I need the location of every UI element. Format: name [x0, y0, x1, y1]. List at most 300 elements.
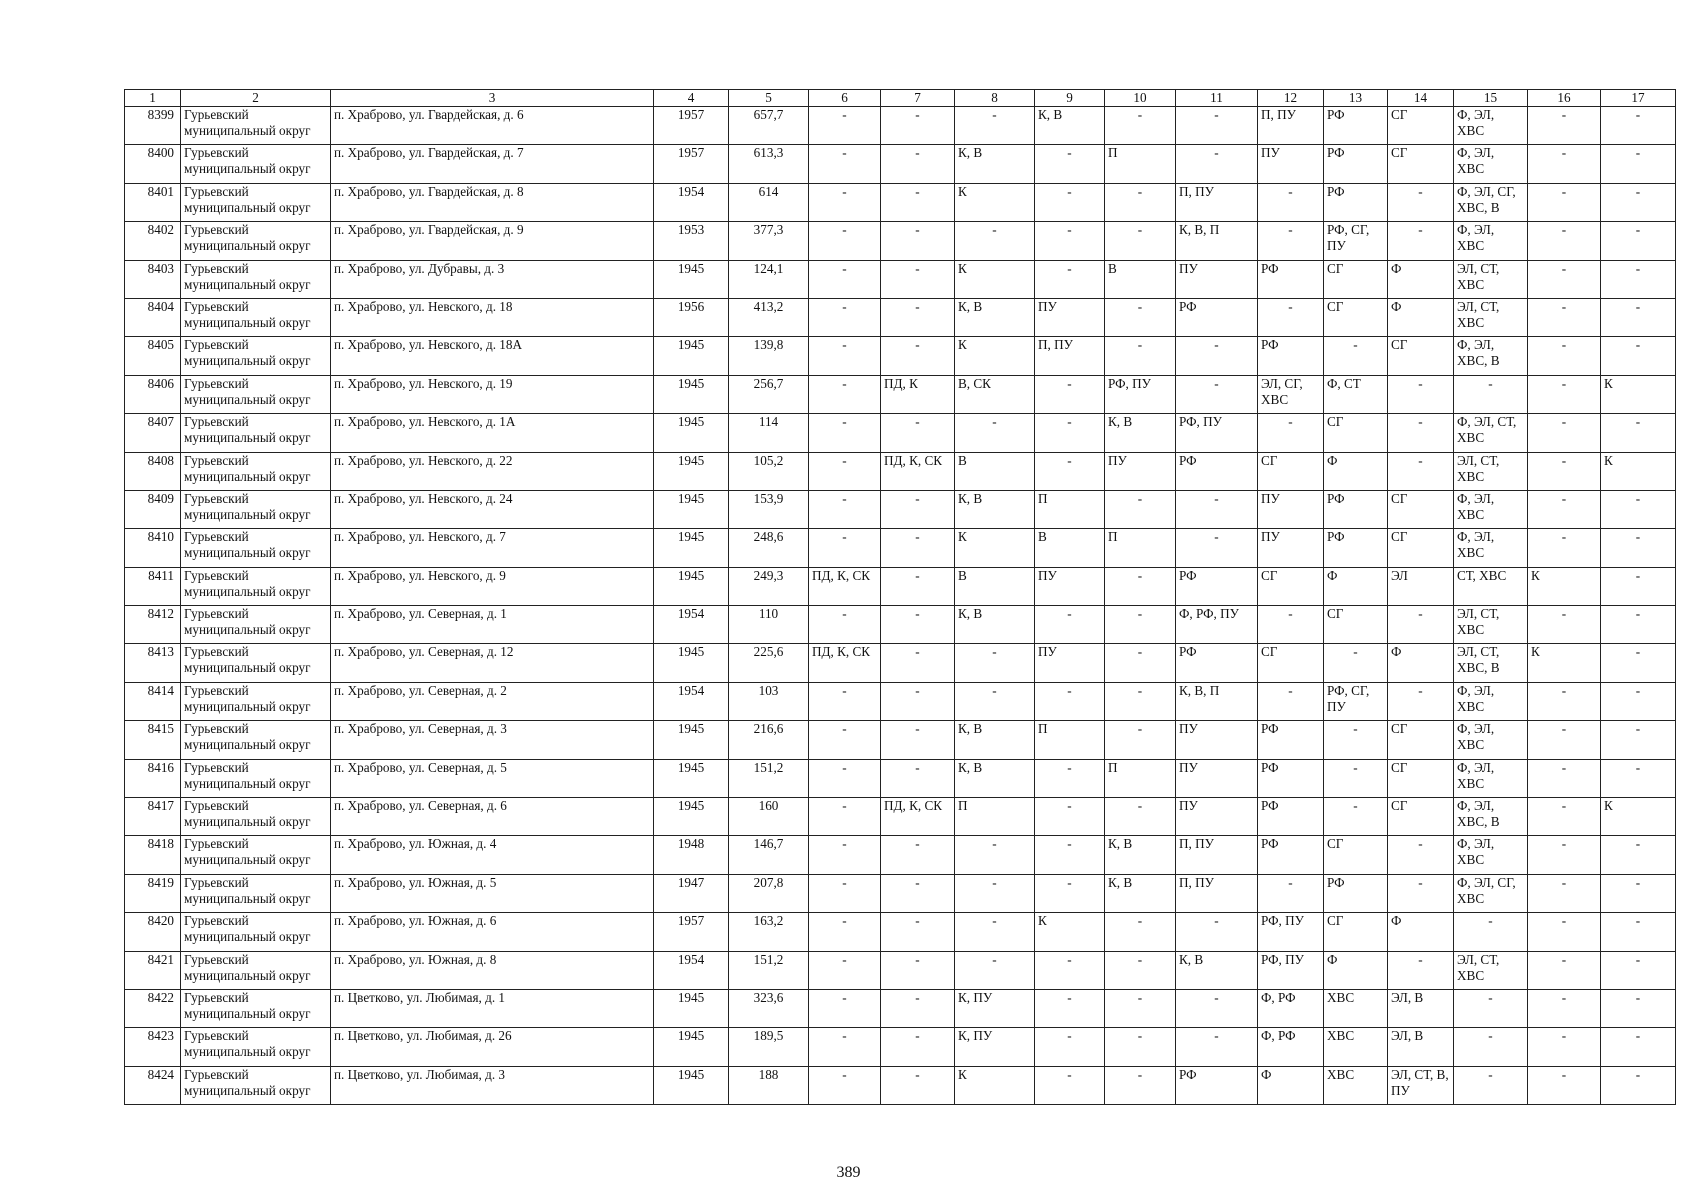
- cell-col-1: 8406: [125, 375, 181, 413]
- cell-col-1: 8420: [125, 913, 181, 951]
- cell-col-9: -: [1035, 260, 1105, 298]
- cell-col-4: 1954: [654, 183, 729, 221]
- column-header-6: 6: [809, 90, 881, 107]
- cell-col-13: РФ, СГ, ПУ: [1324, 682, 1388, 720]
- cell-col-7: -: [881, 107, 955, 145]
- cell-col-3: п. Храброво, ул. Невского, д. 18: [331, 298, 654, 336]
- cell-col-17: -: [1601, 721, 1676, 759]
- cell-col-2: Гурьевский муниципальный округ: [181, 260, 331, 298]
- column-header-4: 4: [654, 90, 729, 107]
- cell-col-16: -: [1528, 989, 1601, 1027]
- cell-col-9: -: [1035, 798, 1105, 836]
- cell-col-1: 8418: [125, 836, 181, 874]
- cell-col-10: П: [1105, 145, 1176, 183]
- cell-col-17: -: [1601, 107, 1676, 145]
- cell-col-15: Ф, ЭЛ, ХВС: [1454, 721, 1528, 759]
- cell-col-11: К, В: [1176, 951, 1258, 989]
- cell-col-3: п. Храброво, ул. Невского, д. 22: [331, 452, 654, 490]
- cell-col-11: ПУ: [1176, 759, 1258, 797]
- cell-col-16: -: [1528, 759, 1601, 797]
- cell-col-9: -: [1035, 606, 1105, 644]
- cell-col-3: п. Храброво, ул. Дубравы, д. 3: [331, 260, 654, 298]
- cell-col-4: 1947: [654, 874, 729, 912]
- cell-col-14: -: [1388, 836, 1454, 874]
- cell-col-2: Гурьевский муниципальный округ: [181, 989, 331, 1027]
- cell-col-12: П, ПУ: [1258, 107, 1324, 145]
- cell-col-12: РФ: [1258, 260, 1324, 298]
- cell-col-12: СГ: [1258, 452, 1324, 490]
- cell-col-3: п. Храброво, ул. Невского, д. 24: [331, 490, 654, 528]
- cell-col-17: К: [1601, 452, 1676, 490]
- cell-col-9: П: [1035, 490, 1105, 528]
- cell-col-16: -: [1528, 798, 1601, 836]
- cell-col-3: п. Храброво, ул. Гвардейская, д. 9: [331, 222, 654, 260]
- cell-col-1: 8419: [125, 874, 181, 912]
- cell-col-4: 1945: [654, 490, 729, 528]
- cell-col-16: -: [1528, 951, 1601, 989]
- cell-col-9: -: [1035, 222, 1105, 260]
- cell-col-2: Гурьевский муниципальный округ: [181, 414, 331, 452]
- cell-col-8: К: [955, 529, 1035, 567]
- cell-col-8: -: [955, 644, 1035, 682]
- cell-col-3: п. Храброво, ул. Южная, д. 4: [331, 836, 654, 874]
- table-row: [125, 260, 1676, 298]
- table-row: [125, 222, 1676, 260]
- cell-col-7: -: [881, 1066, 955, 1104]
- cell-col-12: Ф, РФ: [1258, 989, 1324, 1027]
- cell-col-16: -: [1528, 606, 1601, 644]
- cell-col-16: К: [1528, 567, 1601, 605]
- cell-col-11: -: [1176, 913, 1258, 951]
- table-row: [125, 913, 1676, 951]
- cell-col-11: ПУ: [1176, 260, 1258, 298]
- cell-col-15: Ф, ЭЛ, ХВС, В: [1454, 337, 1528, 375]
- table-row: [125, 375, 1676, 413]
- column-header-11: 11: [1176, 90, 1258, 107]
- column-header-8: 8: [955, 90, 1035, 107]
- cell-col-16: -: [1528, 107, 1601, 145]
- cell-col-12: РФ, ПУ: [1258, 913, 1324, 951]
- cell-col-14: СГ: [1388, 107, 1454, 145]
- header-row: [125, 90, 1676, 107]
- cell-col-15: Ф, ЭЛ, ХВС, В: [1454, 798, 1528, 836]
- cell-col-15: -: [1454, 913, 1528, 951]
- cell-col-15: -: [1454, 1028, 1528, 1066]
- cell-col-17: -: [1601, 1028, 1676, 1066]
- cell-col-9: -: [1035, 874, 1105, 912]
- table-row: [125, 298, 1676, 336]
- cell-col-2: Гурьевский муниципальный округ: [181, 298, 331, 336]
- cell-col-13: РФ: [1324, 183, 1388, 221]
- cell-col-8: К: [955, 337, 1035, 375]
- cell-col-7: ПД, К, СК: [881, 798, 955, 836]
- cell-col-8: К, В: [955, 759, 1035, 797]
- cell-col-8: К: [955, 260, 1035, 298]
- cell-col-10: -: [1105, 1028, 1176, 1066]
- cell-col-2: Гурьевский муниципальный округ: [181, 490, 331, 528]
- cell-col-14: -: [1388, 452, 1454, 490]
- table-row: [125, 145, 1676, 183]
- cell-col-11: -: [1176, 145, 1258, 183]
- column-header-13: 13: [1324, 90, 1388, 107]
- cell-col-3: п. Храброво, ул. Южная, д. 8: [331, 951, 654, 989]
- cell-col-6: -: [809, 298, 881, 336]
- cell-col-10: -: [1105, 951, 1176, 989]
- cell-col-5: 189,5: [729, 1028, 809, 1066]
- cell-col-14: -: [1388, 222, 1454, 260]
- cell-col-4: 1956: [654, 298, 729, 336]
- cell-col-11: П, ПУ: [1176, 183, 1258, 221]
- cell-col-7: -: [881, 414, 955, 452]
- cell-col-16: -: [1528, 721, 1601, 759]
- cell-col-5: 614: [729, 183, 809, 221]
- cell-col-6: ПД, К, СК: [809, 644, 881, 682]
- cell-col-11: ПУ: [1176, 721, 1258, 759]
- cell-col-2: Гурьевский муниципальный округ: [181, 567, 331, 605]
- cell-col-7: -: [881, 337, 955, 375]
- cell-col-8: -: [955, 913, 1035, 951]
- cell-col-7: -: [881, 222, 955, 260]
- column-header-9: 9: [1035, 90, 1105, 107]
- cell-col-16: -: [1528, 913, 1601, 951]
- cell-col-4: 1945: [654, 375, 729, 413]
- cell-col-1: 8404: [125, 298, 181, 336]
- cell-col-3: п. Храброво, ул. Гвардейская, д. 6: [331, 107, 654, 145]
- cell-col-12: ПУ: [1258, 490, 1324, 528]
- cell-col-5: 377,3: [729, 222, 809, 260]
- cell-col-10: -: [1105, 490, 1176, 528]
- cell-col-7: -: [881, 298, 955, 336]
- cell-col-6: -: [809, 874, 881, 912]
- cell-col-10: К, В: [1105, 414, 1176, 452]
- cell-col-8: К, ПУ: [955, 1028, 1035, 1066]
- cell-col-6: -: [809, 260, 881, 298]
- cell-col-10: ПУ: [1105, 452, 1176, 490]
- cell-col-13: СГ: [1324, 298, 1388, 336]
- cell-col-8: -: [955, 951, 1035, 989]
- cell-col-11: РФ: [1176, 567, 1258, 605]
- cell-col-8: К, В: [955, 721, 1035, 759]
- cell-col-13: РФ: [1324, 490, 1388, 528]
- cell-col-1: 8413: [125, 644, 181, 682]
- cell-col-7: -: [881, 606, 955, 644]
- cell-col-6: -: [809, 606, 881, 644]
- cell-col-10: -: [1105, 682, 1176, 720]
- cell-col-2: Гурьевский муниципальный округ: [181, 798, 331, 836]
- cell-col-9: -: [1035, 951, 1105, 989]
- cell-col-3: п. Храброво, ул. Гвардейская, д. 8: [331, 183, 654, 221]
- cell-col-5: 248,6: [729, 529, 809, 567]
- cell-col-9: ПУ: [1035, 567, 1105, 605]
- cell-col-7: -: [881, 183, 955, 221]
- cell-col-3: п. Цветково, ул. Любимая, д. 1: [331, 989, 654, 1027]
- cell-col-2: Гурьевский муниципальный округ: [181, 606, 331, 644]
- cell-col-17: К: [1601, 375, 1676, 413]
- cell-col-4: 1945: [654, 1066, 729, 1104]
- cell-col-7: -: [881, 644, 955, 682]
- cell-col-11: -: [1176, 1028, 1258, 1066]
- cell-col-3: п. Храброво, ул. Невского, д. 18А: [331, 337, 654, 375]
- cell-col-17: -: [1601, 1066, 1676, 1104]
- cell-col-15: ЭЛ, СТ, ХВС, В: [1454, 644, 1528, 682]
- cell-col-3: п. Храброво, ул. Северная, д. 1: [331, 606, 654, 644]
- cell-col-16: -: [1528, 682, 1601, 720]
- cell-col-5: 146,7: [729, 836, 809, 874]
- cell-col-10: К, В: [1105, 836, 1176, 874]
- cell-col-11: П, ПУ: [1176, 874, 1258, 912]
- cell-col-4: 1945: [654, 1028, 729, 1066]
- cell-col-17: -: [1601, 682, 1676, 720]
- cell-col-5: 657,7: [729, 107, 809, 145]
- cell-col-14: СГ: [1388, 337, 1454, 375]
- cell-col-17: К: [1601, 798, 1676, 836]
- cell-col-15: СТ, ХВС: [1454, 567, 1528, 605]
- table-row: [125, 721, 1676, 759]
- cell-col-13: -: [1324, 644, 1388, 682]
- cell-col-6: -: [809, 414, 881, 452]
- cell-col-10: П: [1105, 759, 1176, 797]
- cell-col-16: -: [1528, 414, 1601, 452]
- cell-col-7: -: [881, 490, 955, 528]
- cell-col-4: 1945: [654, 452, 729, 490]
- cell-col-9: -: [1035, 682, 1105, 720]
- cell-col-1: 8421: [125, 951, 181, 989]
- table-row: [125, 337, 1676, 375]
- column-header-1: 1: [125, 90, 181, 107]
- cell-col-2: Гурьевский муниципальный округ: [181, 529, 331, 567]
- cell-col-16: -: [1528, 145, 1601, 183]
- cell-col-5: 413,2: [729, 298, 809, 336]
- cell-col-9: -: [1035, 989, 1105, 1027]
- cell-col-14: Ф: [1388, 913, 1454, 951]
- cell-col-6: -: [809, 183, 881, 221]
- cell-col-1: 8408: [125, 452, 181, 490]
- cell-col-6: -: [809, 145, 881, 183]
- cell-col-1: 8411: [125, 567, 181, 605]
- cell-col-6: -: [809, 721, 881, 759]
- cell-col-11: РФ: [1176, 644, 1258, 682]
- cell-col-5: 110: [729, 606, 809, 644]
- cell-col-7: -: [881, 951, 955, 989]
- cell-col-7: -: [881, 682, 955, 720]
- cell-col-12: РФ: [1258, 337, 1324, 375]
- cell-col-1: 8417: [125, 798, 181, 836]
- cell-col-13: СГ: [1324, 414, 1388, 452]
- cell-col-3: п. Храброво, ул. Гвардейская, д. 7: [331, 145, 654, 183]
- cell-col-3: п. Храброво, ул. Северная, д. 5: [331, 759, 654, 797]
- cell-col-1: 8424: [125, 1066, 181, 1104]
- cell-col-14: СГ: [1388, 721, 1454, 759]
- cell-col-9: К, В: [1035, 107, 1105, 145]
- cell-col-12: РФ: [1258, 721, 1324, 759]
- table-row: [125, 567, 1676, 605]
- cell-col-7: -: [881, 913, 955, 951]
- cell-col-11: К, В, П: [1176, 682, 1258, 720]
- cell-col-4: 1945: [654, 721, 729, 759]
- cell-col-6: -: [809, 759, 881, 797]
- cell-col-4: 1957: [654, 913, 729, 951]
- cell-col-15: Ф, ЭЛ, ХВС: [1454, 529, 1528, 567]
- cell-col-5: 139,8: [729, 337, 809, 375]
- table-row: [125, 452, 1676, 490]
- cell-col-11: -: [1176, 989, 1258, 1027]
- cell-col-8: К, В: [955, 298, 1035, 336]
- cell-col-6: -: [809, 222, 881, 260]
- cell-col-11: К, В, П: [1176, 222, 1258, 260]
- cell-col-14: -: [1388, 682, 1454, 720]
- cell-col-16: -: [1528, 260, 1601, 298]
- cell-col-11: ПУ: [1176, 798, 1258, 836]
- cell-col-6: -: [809, 913, 881, 951]
- table-row: [125, 107, 1676, 145]
- cell-col-13: РФ: [1324, 529, 1388, 567]
- cell-col-10: РФ, ПУ: [1105, 375, 1176, 413]
- cell-col-16: -: [1528, 298, 1601, 336]
- cell-col-16: -: [1528, 222, 1601, 260]
- cell-col-11: РФ: [1176, 298, 1258, 336]
- cell-col-2: Гурьевский муниципальный округ: [181, 644, 331, 682]
- cell-col-12: -: [1258, 222, 1324, 260]
- cell-col-4: 1945: [654, 260, 729, 298]
- cell-col-17: -: [1601, 567, 1676, 605]
- cell-col-6: -: [809, 989, 881, 1027]
- cell-col-6: -: [809, 836, 881, 874]
- cell-col-13: Ф: [1324, 567, 1388, 605]
- cell-col-12: РФ: [1258, 836, 1324, 874]
- cell-col-17: -: [1601, 874, 1676, 912]
- cell-col-10: -: [1105, 644, 1176, 682]
- cell-col-13: -: [1324, 759, 1388, 797]
- cell-col-9: ПУ: [1035, 298, 1105, 336]
- table-row: [125, 606, 1676, 644]
- cell-col-4: 1945: [654, 798, 729, 836]
- column-header-15: 15: [1454, 90, 1528, 107]
- cell-col-11: Ф, РФ, ПУ: [1176, 606, 1258, 644]
- table-row: [125, 183, 1676, 221]
- cell-col-4: 1948: [654, 836, 729, 874]
- cell-col-15: Ф, ЭЛ, СГ, ХВС, В: [1454, 183, 1528, 221]
- cell-col-6: -: [809, 107, 881, 145]
- cell-col-2: Гурьевский муниципальный округ: [181, 222, 331, 260]
- cell-col-1: 8400: [125, 145, 181, 183]
- cell-col-13: ХВС: [1324, 989, 1388, 1027]
- cell-col-9: ПУ: [1035, 644, 1105, 682]
- cell-col-14: -: [1388, 606, 1454, 644]
- cell-col-5: 207,8: [729, 874, 809, 912]
- cell-col-12: -: [1258, 298, 1324, 336]
- cell-col-14: Ф: [1388, 644, 1454, 682]
- cell-col-8: К: [955, 1066, 1035, 1104]
- cell-col-17: -: [1601, 337, 1676, 375]
- cell-col-14: СГ: [1388, 759, 1454, 797]
- cell-col-6: -: [809, 490, 881, 528]
- cell-col-16: -: [1528, 836, 1601, 874]
- cell-col-16: -: [1528, 337, 1601, 375]
- cell-col-1: 8422: [125, 989, 181, 1027]
- cell-col-3: п. Храброво, ул. Невского, д. 19: [331, 375, 654, 413]
- cell-col-13: Ф, СТ: [1324, 375, 1388, 413]
- cell-col-6: -: [809, 798, 881, 836]
- cell-col-2: Гурьевский муниципальный округ: [181, 913, 331, 951]
- cell-col-17: -: [1601, 145, 1676, 183]
- cell-col-9: -: [1035, 1028, 1105, 1066]
- cell-col-5: 216,6: [729, 721, 809, 759]
- cell-col-6: -: [809, 682, 881, 720]
- cell-col-1: 8403: [125, 260, 181, 298]
- cell-col-3: п. Храброво, ул. Северная, д. 12: [331, 644, 654, 682]
- cell-col-17: -: [1601, 414, 1676, 452]
- table-row: [125, 490, 1676, 528]
- cell-col-15: ЭЛ, СТ, ХВС: [1454, 452, 1528, 490]
- cell-col-13: РФ, СГ, ПУ: [1324, 222, 1388, 260]
- cell-col-1: 8416: [125, 759, 181, 797]
- cell-col-17: -: [1601, 644, 1676, 682]
- cell-col-10: -: [1105, 721, 1176, 759]
- cell-col-15: Ф, ЭЛ, ХВС: [1454, 222, 1528, 260]
- cell-col-14: -: [1388, 414, 1454, 452]
- cell-col-14: ЭЛ, В: [1388, 989, 1454, 1027]
- cell-col-9: -: [1035, 414, 1105, 452]
- cell-col-2: Гурьевский муниципальный округ: [181, 375, 331, 413]
- cell-col-10: -: [1105, 222, 1176, 260]
- cell-col-15: -: [1454, 989, 1528, 1027]
- cell-col-10: -: [1105, 183, 1176, 221]
- cell-col-9: -: [1035, 183, 1105, 221]
- table-row: [125, 989, 1676, 1027]
- cell-col-5: 105,2: [729, 452, 809, 490]
- cell-col-17: -: [1601, 989, 1676, 1027]
- cell-col-7: -: [881, 836, 955, 874]
- cell-col-4: 1945: [654, 644, 729, 682]
- table-row: [125, 414, 1676, 452]
- cell-col-7: -: [881, 145, 955, 183]
- cell-col-15: ЭЛ, СТ, ХВС: [1454, 260, 1528, 298]
- cell-col-12: -: [1258, 183, 1324, 221]
- cell-col-12: -: [1258, 682, 1324, 720]
- cell-col-1: 8402: [125, 222, 181, 260]
- cell-col-10: -: [1105, 913, 1176, 951]
- cell-col-9: -: [1035, 1066, 1105, 1104]
- cell-col-14: ЭЛ: [1388, 567, 1454, 605]
- cell-col-12: -: [1258, 606, 1324, 644]
- cell-col-12: ПУ: [1258, 529, 1324, 567]
- cell-col-12: -: [1258, 874, 1324, 912]
- cell-col-13: Ф: [1324, 951, 1388, 989]
- cell-col-4: 1957: [654, 145, 729, 183]
- cell-col-11: РФ, ПУ: [1176, 414, 1258, 452]
- cell-col-10: К, В: [1105, 874, 1176, 912]
- cell-col-13: -: [1324, 798, 1388, 836]
- cell-col-13: СГ: [1324, 260, 1388, 298]
- cell-col-1: 8412: [125, 606, 181, 644]
- cell-col-16: -: [1528, 490, 1601, 528]
- cell-col-15: Ф, ЭЛ, ХВС: [1454, 759, 1528, 797]
- cell-col-2: Гурьевский муниципальный округ: [181, 836, 331, 874]
- table-row: [125, 1028, 1676, 1066]
- cell-col-14: -: [1388, 874, 1454, 912]
- cell-col-15: Ф, ЭЛ, СТ, ХВС: [1454, 414, 1528, 452]
- cell-col-3: п. Храброво, ул. Северная, д. 2: [331, 682, 654, 720]
- cell-col-11: РФ: [1176, 452, 1258, 490]
- cell-col-4: 1954: [654, 606, 729, 644]
- column-header-17: 17: [1601, 90, 1676, 107]
- cell-col-17: -: [1601, 951, 1676, 989]
- cell-col-2: Гурьевский муниципальный округ: [181, 452, 331, 490]
- cell-col-15: Ф, ЭЛ, ХВС: [1454, 107, 1528, 145]
- cell-col-4: 1945: [654, 337, 729, 375]
- column-header-7: 7: [881, 90, 955, 107]
- cell-col-9: П: [1035, 721, 1105, 759]
